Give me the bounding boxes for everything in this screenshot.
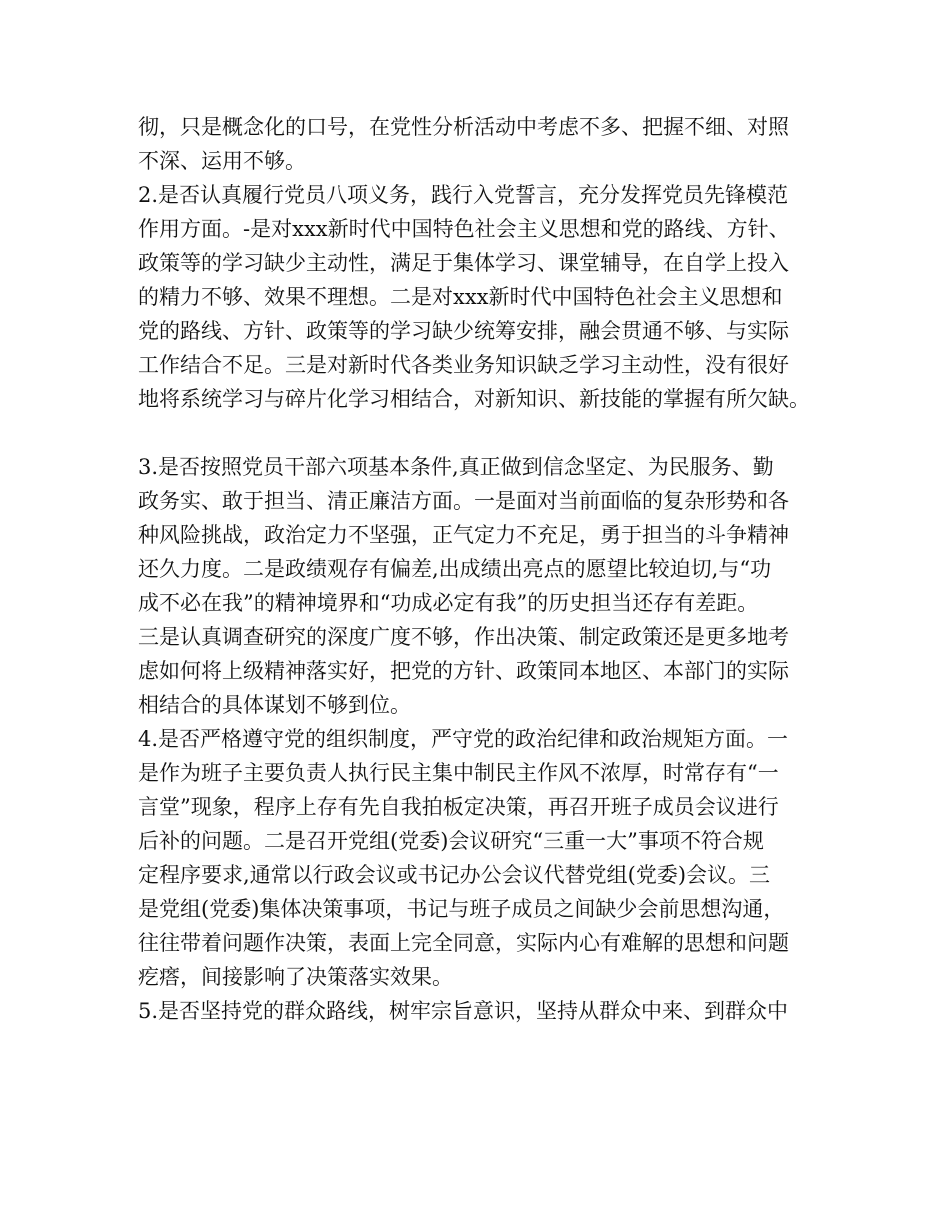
text-line: 虑如何将上级精神落实好，把党的方针、政策同本地区、本部门的实际 [138, 659, 789, 683]
text-line: 的精力不够、效果不理想。二是对xxx新时代中国特色社会主义思想和 [138, 285, 783, 309]
text-line: 工作结合不足。三是对新时代各类业务知识缺乏学习主动性，没有很好 [138, 353, 789, 377]
paragraph-spacer [138, 416, 828, 450]
text-line: 5.是否坚持党的群众路线，树牢宗旨意识，坚持从群众中来、到群众中 [138, 999, 789, 1023]
text-line: 政务实、敢于担当、清正廉洁方面。一是面对当前面临的复杂形势和各 [138, 489, 789, 513]
paragraph-2 [138, 178, 828, 416]
text-line: 3.是否按照党员干部六项基本条件,真正做到信念坚定、为民服务、勤 [138, 455, 774, 479]
paragraph-4 [138, 722, 828, 994]
text-line: 后补的问题。二是召开党组(党委)会议研究“三重一大”事项不符合规 [138, 829, 764, 853]
paragraph-5 [138, 994, 828, 1028]
text-line: 言堂”现象，程序上存有先自我拍板定决策，再召开班子成员会议进行 [138, 795, 779, 819]
text-line: 4.是否严格遵守党的组织制度，严守党的政治纪律和政治规矩方面。一 [138, 727, 789, 751]
text-line: 党的路线、方针、政策等的学习缺少统筹安排，融会贯通不够、与实际 [138, 319, 789, 343]
text-line: 2.是否认真履行党员八项义务，践行入党誓言，充分发挥党员先锋模范 [138, 183, 789, 207]
document-body [138, 110, 828, 1028]
text-line: 不深、运用不够。 [138, 149, 306, 173]
paragraph-1-continued [138, 110, 828, 178]
text-line: 成不必在我”的精神境界和“功成必定有我”的历史担当还存有差距。 [138, 591, 759, 615]
text-line: 作用方面。-是对xxx新时代中国特色社会主义思想和党的路线、方针、 [138, 217, 790, 241]
text-line: 是作为班子主要负责人执行民主集中制民主作风不浓厚，时常存有“一 [138, 761, 779, 785]
text-line: 是党组(党委)集体决策事项，书记与班子成员之间缺少会前思想沟通， [138, 897, 785, 921]
paragraph-3 [138, 450, 828, 722]
text-line: 三是认真调查研究的深度广度不够，作出决策、制定政策还是更多地考 [138, 625, 789, 649]
text-line: 地将系统学习与碎片化学习相结合，对新知识、新技能的掌握有所欠缺。 [138, 387, 810, 411]
text-line: 往往带着问题作决策，表面上完全同意，实际内心有难解的思想和问题 [138, 931, 789, 955]
text-line: 彻，只是概念化的口号，在党性分析活动中考虑不多、把握不细、对照 [138, 115, 789, 139]
text-line: 政策等的学习缺少主动性，满足于集体学习、课堂辅导，在自学上投入 [138, 251, 789, 275]
text-line: 种风险挑战，政治定力不坚强，正气定力不充足，勇于担当的斗争精神 [138, 523, 789, 547]
text-line: 相结合的具体谋划不够到位。 [138, 693, 411, 717]
text-line: 还久力度。二是政绩观存有偏差,出成绩出亮点的愿望比较迫切,与“功 [138, 557, 772, 581]
text-line: 疙瘩，间接影响了决策落实效果。 [138, 965, 453, 989]
text-line: 定程序要求,通常以行政会议或书记办公会议代替党组(党委)会议。三 [138, 863, 771, 887]
